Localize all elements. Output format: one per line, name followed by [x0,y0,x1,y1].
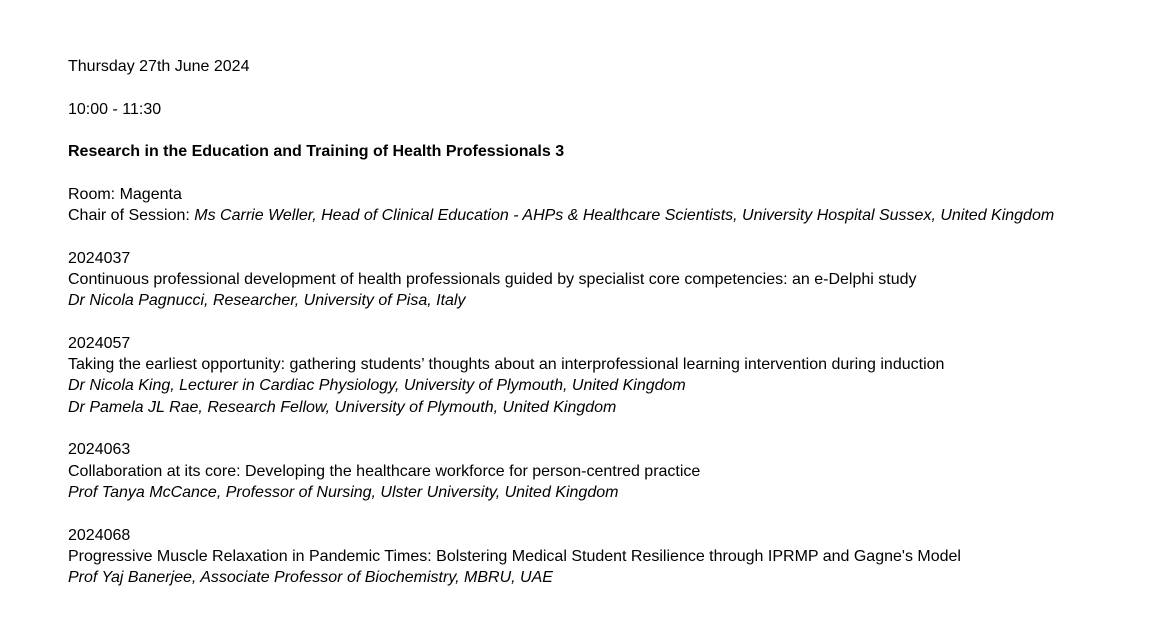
spacer [68,418,1168,439]
abstract-id: 2024068 [68,526,131,544]
spacer [68,503,1168,524]
abstract-author: Dr Nicola King, Lecturer in Cardiac Physiology, University of Plymouth, United Kingdom [68,377,686,395]
abstract-entry [68,248,1168,312]
abstract-author: Prof Tanya McCance, Professor of Nursing, Ulster University, United Kingdom [68,483,619,501]
session-chair [68,205,1168,226]
session-document [68,56,1168,588]
spacer [68,162,1168,183]
chair-label: Chair of Session: [68,207,195,225]
abstract-title: Continuous professional development of health professionals guided by specialist core competencies: an e-Delphi study [68,270,917,288]
spacer [68,120,1168,141]
abstract-id: 2024057 [68,334,131,352]
abstract-author: Dr Nicola Pagnucci, Researcher, University of Pisa, Italy [68,292,466,310]
spacer [68,77,1168,98]
abstract-entry [68,333,1168,418]
abstract-id: 2024037 [68,249,131,267]
abstract-author: Dr Pamela JL Rae, Research Fellow, University of Plymouth, United Kingdom [68,398,617,416]
spacer [68,226,1168,247]
session-title: Research in the Education and Training of Health Professionals 3 [68,143,565,161]
session-room: Room: Magenta [68,185,182,203]
abstract-title: Progressive Muscle Relaxation in Pandemic Times: Bolstering Medical Student Resilience through IPRMP and Gagne's Model [68,547,961,565]
chair-name: Ms Carrie Weller, Head of Clinical Education - AHPs & Healthcare Scientists, University Hospital Sussex, United Kingdom [194,207,1055,225]
abstract-author: Prof Yaj Banerjee, Associate Professor of Biochemistry, MBRU, UAE [68,569,553,587]
abstract-entry [68,525,1168,589]
abstract-id: 2024063 [68,441,131,459]
session-time: 10:00 - 11:30 [68,100,162,118]
abstract-title: Taking the earliest opportunity: gathering students’ thoughts about an interprofessional learning intervention during induction [68,356,945,374]
spacer [68,312,1168,333]
session-date: Thursday 27th June 2024 [68,58,250,75]
abstract-entry [68,439,1168,503]
abstract-title: Collaboration at its core: Developing the healthcare workforce for person-centred practice [68,462,701,480]
